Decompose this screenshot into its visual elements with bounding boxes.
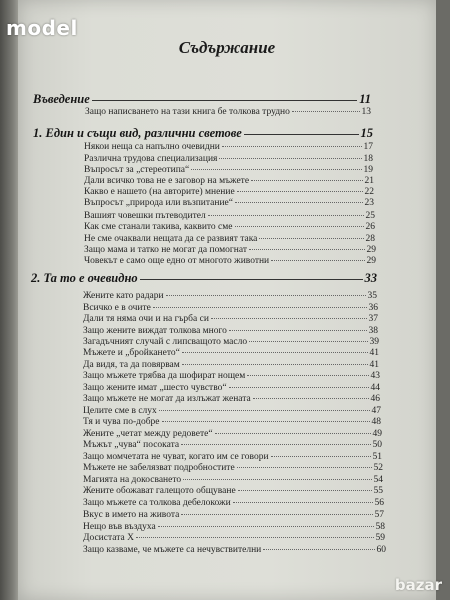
toc-entry bbox=[83, 510, 384, 520]
watermark-model: model bbox=[6, 16, 78, 40]
toc-leader bbox=[249, 249, 365, 250]
toc-section bbox=[31, 271, 377, 286]
toc-entry bbox=[83, 326, 378, 336]
toc-leader bbox=[271, 456, 371, 457]
toc-entry-page: 36 bbox=[368, 303, 378, 313]
toc-entry-title: Защо написването на тази книга бе толкова трудно bbox=[85, 107, 290, 117]
toc-entry-title: Защо жените имат „шесто чувство“ bbox=[83, 383, 227, 393]
toc-entry-title: Какво е нашето (на авторите) мнение bbox=[84, 187, 235, 197]
toc-section bbox=[33, 92, 371, 107]
toc-entry-title: Въпросът „природа или възпитание“ bbox=[84, 198, 233, 208]
toc-entry bbox=[83, 463, 383, 473]
toc-entry-page: 41 bbox=[369, 360, 379, 370]
toc-entry-title: Защо мъжете не могат да излъжат жената bbox=[83, 394, 251, 404]
toc-entry-page: 28 bbox=[365, 234, 375, 244]
toc-entry bbox=[83, 440, 382, 450]
toc-entry-page: 48 bbox=[371, 417, 381, 427]
toc-entry-page: 46 bbox=[370, 394, 380, 404]
toc-entry-title: Въведение bbox=[33, 92, 90, 106]
toc-entry-page: 38 bbox=[368, 326, 378, 336]
toc-entry-title: Не сме очаквали нещата да се развият така bbox=[84, 234, 258, 244]
toc-entry-title: Защо момчетата не чуват, когато им се говори bbox=[83, 452, 269, 462]
toc-entry-page: 50 bbox=[372, 440, 382, 450]
toc-entry-page: 59 bbox=[375, 533, 385, 543]
toc-leader bbox=[191, 169, 361, 170]
toc-entry-title: Защо мъжете са толкова дебелокожи bbox=[83, 498, 231, 508]
toc-entry bbox=[84, 154, 373, 164]
toc-entry bbox=[83, 522, 385, 532]
toc-entry bbox=[83, 486, 383, 496]
toc-entry bbox=[83, 348, 379, 358]
toc-entry-page: 56 bbox=[374, 498, 384, 508]
toc-leader bbox=[222, 146, 362, 147]
toc-entry-page: 52 bbox=[373, 463, 383, 473]
toc-leader bbox=[237, 191, 363, 192]
toc-leader bbox=[292, 111, 360, 112]
toc-entry-page: 60 bbox=[376, 545, 386, 555]
toc-leader bbox=[136, 537, 374, 538]
toc-leader bbox=[183, 479, 371, 480]
toc-entry-page: 15 bbox=[360, 126, 373, 140]
toc-entry bbox=[83, 291, 377, 301]
toc-entry-title: Жените обожават галещото общуване bbox=[83, 486, 236, 496]
toc-leader bbox=[140, 279, 363, 280]
toc-entry bbox=[84, 142, 373, 152]
toc-leader bbox=[159, 410, 370, 411]
toc-entry-page: 23 bbox=[364, 198, 374, 208]
toc-entry-page: 43 bbox=[370, 371, 380, 381]
toc-entry-page: 37 bbox=[368, 314, 378, 324]
toc-entry bbox=[84, 245, 376, 255]
toc-leader bbox=[251, 180, 362, 181]
toc-section bbox=[33, 126, 373, 141]
toc-entry bbox=[83, 394, 380, 404]
toc-leader bbox=[271, 260, 364, 261]
toc-entry-page: 49 bbox=[372, 429, 382, 439]
toc-entry-title: Мъжът „чува“ посоката bbox=[83, 440, 180, 450]
toc-entry-page: 39 bbox=[369, 337, 379, 347]
toc-entry-title: Всичко е в очите bbox=[83, 303, 151, 313]
toc-entry bbox=[83, 498, 384, 508]
toc-leader bbox=[229, 330, 367, 331]
toc-entry-title: Загадъчният случай с липсващото масло bbox=[83, 337, 248, 347]
toc-entry bbox=[83, 452, 382, 462]
toc-entry-title: Някои неща са напълно очевидни bbox=[84, 142, 220, 152]
toc-entry-page: 47 bbox=[371, 406, 381, 416]
toc-leader bbox=[92, 100, 357, 101]
toc-leader bbox=[244, 134, 359, 135]
toc-title: Съдържание bbox=[178, 38, 276, 57]
toc-entry-title: Магията на докосването bbox=[83, 475, 182, 485]
toc-entry bbox=[83, 429, 382, 439]
toc-leader bbox=[247, 375, 368, 376]
toc-leader bbox=[162, 421, 370, 422]
toc-entry-page: 54 bbox=[373, 475, 383, 485]
toc-entry-title: Да видя, та да повярвам bbox=[83, 360, 180, 370]
toc-entry bbox=[83, 337, 379, 347]
toc-entry-page: 41 bbox=[369, 348, 379, 358]
toc-entry bbox=[83, 417, 381, 427]
toc-entry-page: 58 bbox=[375, 522, 385, 532]
toc-entry-title: Мъжете не забелязват подробностите bbox=[83, 463, 235, 473]
toc-entry bbox=[83, 360, 379, 370]
toc-entry-page: 35 bbox=[367, 291, 377, 301]
toc-entry bbox=[84, 165, 373, 175]
toc-entry-page: 29 bbox=[366, 256, 376, 266]
toc-entry-title: Тя и чува по-добре bbox=[83, 417, 160, 427]
toc-entry-page: 55 bbox=[373, 486, 383, 496]
toc-leader bbox=[166, 295, 366, 296]
toc-entry bbox=[84, 198, 374, 208]
toc-entry-page: 21 bbox=[364, 176, 374, 186]
toc-leader bbox=[235, 226, 364, 227]
toc-leader bbox=[181, 514, 372, 515]
toc-entry-title: Нещо във въздуха bbox=[83, 522, 156, 532]
toc-entry-title: Човекът е само още едно от многото животни bbox=[84, 256, 270, 266]
toc-entry-page: 51 bbox=[372, 452, 382, 462]
toc-entry-title: Защо жените виждат толкова много bbox=[83, 326, 227, 336]
toc-entry-title: Защо казваме, че мъжете са нечувствителни bbox=[83, 545, 262, 555]
toc-entry-title: 1. Един и същи вид, различни светове bbox=[33, 126, 242, 140]
toc-leader bbox=[249, 341, 367, 342]
toc-entry bbox=[83, 383, 380, 393]
toc-entry bbox=[85, 107, 371, 117]
toc-entry bbox=[83, 475, 383, 485]
toc-entry bbox=[84, 176, 374, 186]
toc-leader bbox=[263, 549, 374, 550]
toc-leader bbox=[158, 526, 374, 527]
toc-entry-page: 13 bbox=[361, 107, 371, 117]
toc-entry-page: 33 bbox=[364, 271, 377, 285]
toc-entry-page: 26 bbox=[365, 222, 375, 232]
toc-leader bbox=[229, 387, 369, 388]
toc-entry-page: 25 bbox=[365, 211, 375, 221]
toc-entry-page: 18 bbox=[363, 154, 373, 164]
toc-entry-title: Как сме станали такива, каквито сме bbox=[84, 222, 233, 232]
toc-entry-title: Дали всичко това не е заговор на мъжете bbox=[84, 176, 250, 186]
toc-leader bbox=[235, 202, 363, 203]
toc-entry-title: Дали тя няма очи и на гърба си bbox=[83, 314, 209, 324]
toc-entry bbox=[83, 533, 385, 543]
toc-leader bbox=[233, 502, 373, 503]
toc-leader bbox=[153, 307, 367, 308]
toc-entry-page: 22 bbox=[364, 187, 374, 197]
toc-entry-title: Вашият човешки пътеводител bbox=[84, 211, 206, 221]
book-binding bbox=[0, 0, 18, 600]
toc-leader bbox=[259, 238, 363, 239]
toc-entry-title: Жените „четат между редовете“ bbox=[83, 429, 213, 439]
toc-entry-page: 17 bbox=[363, 142, 373, 152]
toc-leader bbox=[237, 467, 372, 468]
toc-entry bbox=[84, 222, 375, 232]
toc-entry-title: 2. Та то е очевидно bbox=[31, 271, 138, 285]
bazar-logo: bazar bbox=[394, 576, 442, 594]
toc-entry-page: 57 bbox=[374, 510, 384, 520]
toc-entry bbox=[83, 545, 386, 555]
toc-entry-page: 44 bbox=[370, 383, 380, 393]
toc-entry bbox=[84, 187, 374, 197]
toc-entry bbox=[83, 371, 380, 381]
toc-entry-page: 19 bbox=[363, 165, 373, 175]
toc-entry-title: Мъжете и „бройкането“ bbox=[83, 348, 180, 358]
toc-entry bbox=[83, 303, 378, 313]
toc-entry-title: Жените като радари bbox=[83, 291, 164, 301]
toc-entry bbox=[83, 314, 378, 324]
toc-entry-title: Защо мъжете трябва да шофират нощем bbox=[83, 371, 246, 381]
toc-leader bbox=[208, 215, 364, 216]
toc-entry bbox=[84, 234, 375, 244]
toc-entry-title: Вкус в името на живота bbox=[83, 510, 180, 520]
toc-entry-title: Защо мама и татко не могат да помогнат bbox=[84, 245, 247, 255]
toc-entry-page: 11 bbox=[359, 92, 371, 106]
toc-entry-page: 29 bbox=[366, 245, 376, 255]
toc-leader bbox=[211, 318, 367, 319]
toc-leader bbox=[238, 490, 372, 491]
toc-entry-title: Целите сме в слух bbox=[83, 406, 157, 416]
toc-leader bbox=[182, 364, 368, 365]
toc-leader bbox=[182, 352, 368, 353]
toc-entry-title: Въпросът за „стереотипа“ bbox=[84, 165, 190, 175]
toc-leader bbox=[215, 433, 371, 434]
toc-entry bbox=[84, 256, 376, 266]
toc-entry-title: Различна трудова специализация bbox=[84, 154, 218, 164]
toc-leader bbox=[253, 398, 369, 399]
toc-leader bbox=[219, 158, 361, 159]
toc-leader bbox=[181, 444, 370, 445]
toc-entry bbox=[83, 406, 381, 416]
toc-entry bbox=[84, 211, 375, 221]
toc-entry-title: Досистата Х bbox=[83, 533, 134, 543]
